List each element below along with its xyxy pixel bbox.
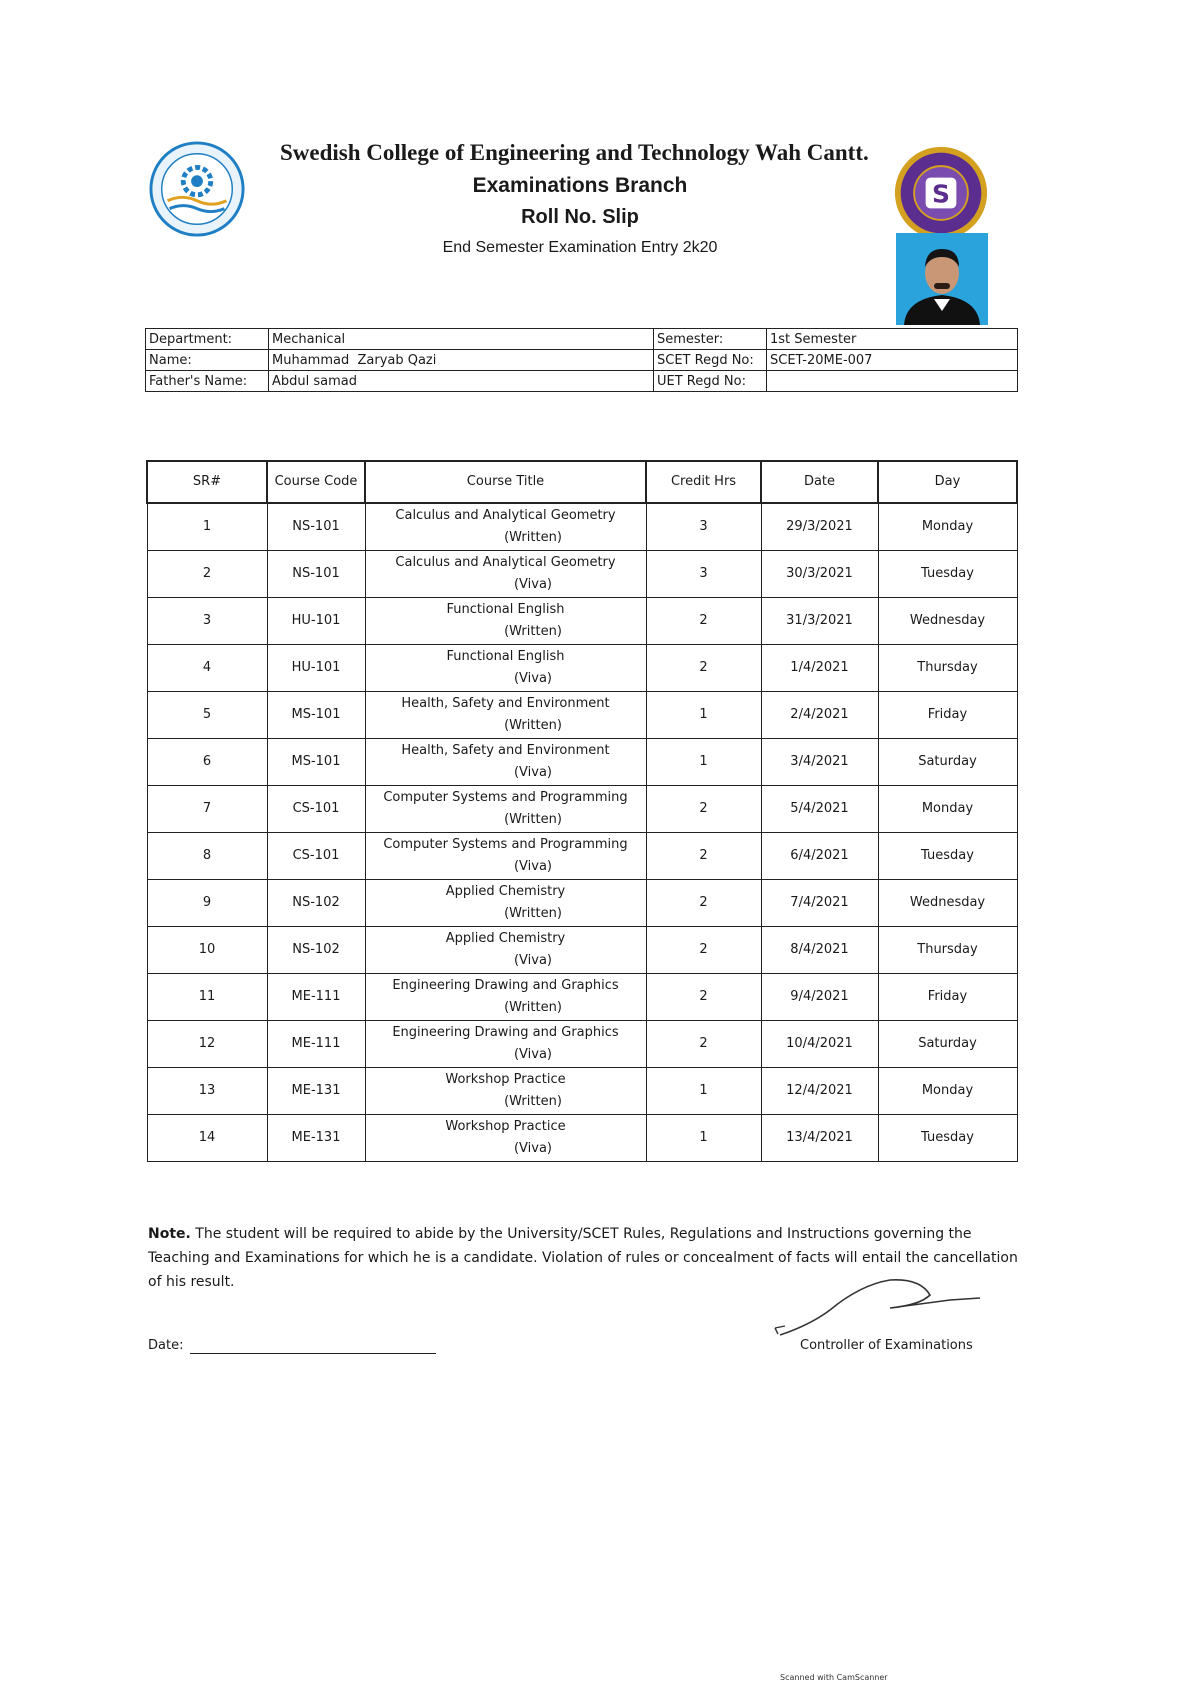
father-name-label: Father's Name: bbox=[146, 371, 269, 392]
cell-credit-hrs: 2 bbox=[646, 880, 761, 927]
course-title-type: (Written) bbox=[504, 1000, 562, 1015]
cell-course-title bbox=[365, 974, 646, 1021]
table-row bbox=[147, 833, 1017, 880]
department-label: Department: bbox=[146, 329, 269, 350]
cell-day: Tuesday bbox=[878, 1115, 1017, 1162]
course-title-type: (Written) bbox=[504, 624, 562, 639]
course-title-line: Calculus and Analytical Geometry bbox=[395, 508, 616, 523]
cell-date: 8/4/2021 bbox=[761, 927, 878, 974]
department-value: Mechanical bbox=[269, 329, 654, 350]
note-text: The student will be required to abide by the University/SCET Rules, Regulations and Instructions governing the Teaching and Examinations for which he is a candidate. Violation of rules or concealment of facts will entail the cancellation of his result. bbox=[148, 1226, 1018, 1290]
course-title-line: Engineering Drawing and Graphics bbox=[392, 978, 619, 993]
cell-date: 31/3/2021 bbox=[761, 598, 878, 645]
cell-day: Wednesday bbox=[878, 880, 1017, 927]
table-row bbox=[147, 503, 1017, 551]
cell-day: Thursday bbox=[878, 927, 1017, 974]
cell-credit-hrs: 2 bbox=[646, 598, 761, 645]
college-logo bbox=[893, 145, 989, 241]
cell-course-code: MS-101 bbox=[267, 739, 365, 786]
date-label: Date: bbox=[148, 1338, 184, 1353]
cell-day: Saturday bbox=[878, 1021, 1017, 1068]
course-title-type: (Viva) bbox=[513, 1141, 553, 1156]
cell-course-title bbox=[365, 1068, 646, 1115]
date-line bbox=[190, 1353, 436, 1354]
cell-sr: 11 bbox=[147, 974, 267, 1021]
header bbox=[240, 140, 920, 257]
controller-of-examinations: Controller of Examinations bbox=[800, 1338, 973, 1353]
info-row-father bbox=[146, 371, 1018, 392]
cell-date: 5/4/2021 bbox=[761, 786, 878, 833]
cell-credit-hrs: 2 bbox=[646, 645, 761, 692]
cell-course-code: ME-111 bbox=[267, 1021, 365, 1068]
cell-date: 13/4/2021 bbox=[761, 1115, 878, 1162]
student-info-table bbox=[145, 328, 1018, 392]
course-title-line: Computer Systems and Programming bbox=[383, 790, 628, 805]
course-title-line: Workshop Practice bbox=[445, 1119, 566, 1134]
course-title-type: (Written) bbox=[504, 812, 562, 827]
course-title-type: (Viva) bbox=[513, 1047, 553, 1062]
scet-regd-label: SCET Regd No: bbox=[654, 350, 767, 371]
table-row bbox=[147, 786, 1017, 833]
course-title-type: (Viva) bbox=[513, 953, 553, 968]
cell-date: 29/3/2021 bbox=[761, 503, 878, 551]
cell-course-code: CS-101 bbox=[267, 833, 365, 880]
cell-sr: 9 bbox=[147, 880, 267, 927]
cell-course-code: NS-101 bbox=[267, 503, 365, 551]
header-day: Day bbox=[878, 461, 1017, 503]
cell-credit-hrs: 1 bbox=[646, 692, 761, 739]
table-row bbox=[147, 927, 1017, 974]
header-date: Date bbox=[761, 461, 878, 503]
table-row bbox=[147, 551, 1017, 598]
cell-sr: 8 bbox=[147, 833, 267, 880]
course-title-type: (Written) bbox=[504, 718, 562, 733]
cell-day: Tuesday bbox=[878, 833, 1017, 880]
cell-credit-hrs: 1 bbox=[646, 739, 761, 786]
cell-date: 6/4/2021 bbox=[761, 833, 878, 880]
exam-schedule-table bbox=[146, 460, 1018, 1162]
semester-value: 1st Semester bbox=[767, 329, 1018, 350]
cell-day: Saturday bbox=[878, 739, 1017, 786]
cell-date: 9/4/2021 bbox=[761, 974, 878, 1021]
header-credit-hrs: Credit Hrs bbox=[646, 461, 761, 503]
course-title-type: (Written) bbox=[504, 906, 562, 921]
cell-sr: 13 bbox=[147, 1068, 267, 1115]
table-row bbox=[147, 645, 1017, 692]
cell-credit-hrs: 2 bbox=[646, 833, 761, 880]
cell-date: 7/4/2021 bbox=[761, 880, 878, 927]
header-course-code: Course Code bbox=[267, 461, 365, 503]
table-row bbox=[147, 880, 1017, 927]
cell-credit-hrs: 2 bbox=[646, 927, 761, 974]
cell-date: 1/4/2021 bbox=[761, 645, 878, 692]
cell-sr: 4 bbox=[147, 645, 267, 692]
course-title-line: Functional English bbox=[446, 602, 565, 617]
table-row bbox=[147, 1068, 1017, 1115]
cell-day: Friday bbox=[878, 692, 1017, 739]
cell-day: Friday bbox=[878, 974, 1017, 1021]
cell-course-code: NS-102 bbox=[267, 880, 365, 927]
cell-course-title bbox=[365, 503, 646, 551]
header-sr: SR# bbox=[147, 461, 267, 503]
course-title-line: Applied Chemistry bbox=[445, 931, 566, 946]
university-logo bbox=[148, 140, 246, 238]
cell-course-title bbox=[365, 927, 646, 974]
course-title-type: (Written) bbox=[504, 1094, 562, 1109]
cell-day: Wednesday bbox=[878, 598, 1017, 645]
cell-course-title bbox=[365, 1115, 646, 1162]
cell-credit-hrs: 2 bbox=[646, 974, 761, 1021]
table-row bbox=[147, 739, 1017, 786]
course-title-line: Workshop Practice bbox=[445, 1072, 566, 1087]
cell-course-title bbox=[365, 1021, 646, 1068]
cell-course-code: ME-131 bbox=[267, 1068, 365, 1115]
exam-table-body bbox=[147, 503, 1017, 1162]
cell-course-title bbox=[365, 692, 646, 739]
name-label: Name: bbox=[146, 350, 269, 371]
cell-course-code: ME-111 bbox=[267, 974, 365, 1021]
cell-sr: 6 bbox=[147, 739, 267, 786]
course-title-type: (Viva) bbox=[513, 671, 553, 686]
course-title-line: Applied Chemistry bbox=[445, 884, 566, 899]
cell-sr: 1 bbox=[147, 503, 267, 551]
svg-text:S: S bbox=[932, 179, 950, 209]
entry-subtitle: End Semester Examination Entry 2k20 bbox=[442, 239, 718, 256]
cell-sr: 5 bbox=[147, 692, 267, 739]
course-title-type: (Viva) bbox=[513, 577, 553, 592]
cell-sr: 12 bbox=[147, 1021, 267, 1068]
student-photo bbox=[896, 233, 988, 325]
cell-day: Thursday bbox=[878, 645, 1017, 692]
cell-day: Monday bbox=[878, 1068, 1017, 1115]
scanner-watermark: Scanned with CamScanner bbox=[780, 1673, 888, 1682]
uet-regd-label: UET Regd No: bbox=[654, 371, 767, 392]
note-label: Note. bbox=[148, 1226, 191, 1242]
course-title-line: Health, Safety and Environment bbox=[401, 696, 610, 711]
cell-course-title bbox=[365, 645, 646, 692]
cell-course-title bbox=[365, 739, 646, 786]
table-row bbox=[147, 692, 1017, 739]
scet-regd-value: SCET-20ME-007 bbox=[767, 350, 1018, 371]
info-row-department bbox=[146, 329, 1018, 350]
cell-course-title bbox=[365, 833, 646, 880]
course-title-type: (Viva) bbox=[513, 859, 553, 874]
course-title-line: Computer Systems and Programming bbox=[383, 837, 628, 852]
cell-course-code: CS-101 bbox=[267, 786, 365, 833]
table-row bbox=[147, 1115, 1017, 1162]
cell-sr: 10 bbox=[147, 927, 267, 974]
branch-title: Examinations Branch bbox=[472, 174, 688, 197]
course-title-type: (Written) bbox=[504, 530, 562, 545]
cell-credit-hrs: 2 bbox=[646, 1021, 761, 1068]
course-title-line: Calculus and Analytical Geometry bbox=[395, 555, 616, 570]
cell-course-code: HU-101 bbox=[267, 598, 365, 645]
course-title-type: (Viva) bbox=[513, 765, 553, 780]
cell-course-code: NS-101 bbox=[267, 551, 365, 598]
cell-course-title bbox=[365, 551, 646, 598]
cell-day: Monday bbox=[878, 503, 1017, 551]
cell-credit-hrs: 1 bbox=[646, 1068, 761, 1115]
name-value: Muhammad Zaryab Qazi bbox=[269, 350, 654, 371]
course-title-line: Health, Safety and Environment bbox=[401, 743, 610, 758]
cell-course-code: HU-101 bbox=[267, 645, 365, 692]
cell-credit-hrs: 3 bbox=[646, 551, 761, 598]
college-name: Swedish College of Engineering and Technology Wah Cantt. bbox=[280, 140, 869, 165]
father-name-value: Abdul samad bbox=[269, 371, 654, 392]
cell-day: Monday bbox=[878, 786, 1017, 833]
course-title-line: Functional English bbox=[446, 649, 565, 664]
cell-date: 2/4/2021 bbox=[761, 692, 878, 739]
cell-sr: 14 bbox=[147, 1115, 267, 1162]
controller-signature bbox=[770, 1270, 1010, 1340]
cell-sr: 7 bbox=[147, 786, 267, 833]
course-title-line: Engineering Drawing and Graphics bbox=[392, 1025, 619, 1040]
uet-regd-value bbox=[767, 371, 1018, 392]
cell-date: 10/4/2021 bbox=[761, 1021, 878, 1068]
cell-date: 30/3/2021 bbox=[761, 551, 878, 598]
cell-course-code: ME-131 bbox=[267, 1115, 365, 1162]
cell-credit-hrs: 1 bbox=[646, 1115, 761, 1162]
cell-sr: 3 bbox=[147, 598, 267, 645]
cell-course-title bbox=[365, 880, 646, 927]
cell-course-code: MS-101 bbox=[267, 692, 365, 739]
cell-sr: 2 bbox=[147, 551, 267, 598]
header-course-title: Course Title bbox=[365, 461, 646, 503]
cell-day: Tuesday bbox=[878, 551, 1017, 598]
slip-title: Roll No. Slip bbox=[521, 206, 639, 228]
cell-course-title bbox=[365, 598, 646, 645]
table-row bbox=[147, 1021, 1017, 1068]
cell-credit-hrs: 3 bbox=[646, 503, 761, 551]
table-header-row bbox=[147, 461, 1017, 503]
semester-label: Semester: bbox=[654, 329, 767, 350]
cell-date: 12/4/2021 bbox=[761, 1068, 878, 1115]
cell-date: 3/4/2021 bbox=[761, 739, 878, 786]
info-row-name bbox=[146, 350, 1018, 371]
cell-course-code: NS-102 bbox=[267, 927, 365, 974]
table-row bbox=[147, 598, 1017, 645]
table-row bbox=[147, 974, 1017, 1021]
cell-credit-hrs: 2 bbox=[646, 786, 761, 833]
cell-course-title bbox=[365, 786, 646, 833]
